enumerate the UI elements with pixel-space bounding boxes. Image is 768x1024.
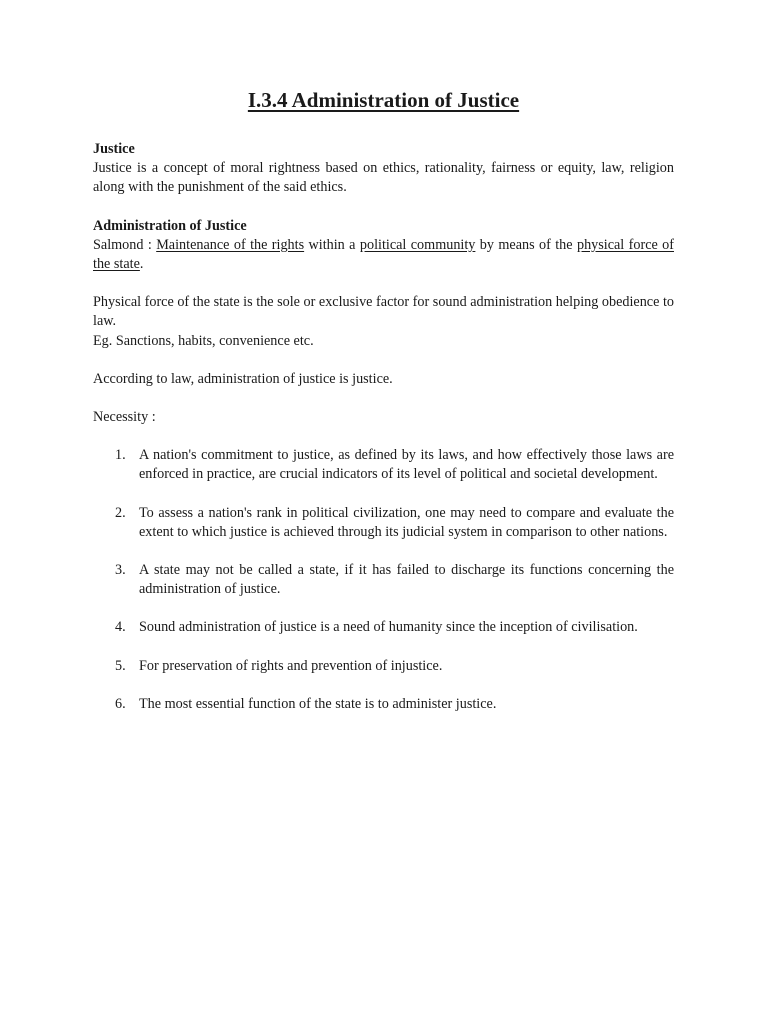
justice-section — [93, 140, 674, 198]
list-item — [93, 504, 674, 542]
list-item — [93, 446, 674, 484]
list-item-number: 2. — [115, 504, 126, 521]
salmond-term-community: political community — [359, 236, 476, 253]
list-item-text: The most essential function of the state is to administer justice. — [139, 695, 497, 712]
list-item-text: To assess a nation's rank in political civilization, one may need to compare and evaluate the extent to which justice is achieved through its judicial system in comparison to other nations. — [139, 504, 674, 540]
physical-force-text: Physical force of the state is the sole or exclusive factor for sound administration helping obedience to law. — [93, 294, 674, 330]
list-item-number: 4. — [115, 619, 126, 636]
salmond-end: . — [139, 256, 144, 273]
justice-body: Justice is a concept of moral rightness based on ethics, rationality, fairness or equity, law, religion along with the punishment of the said ethics. — [93, 160, 674, 196]
salmond-mid-2: by means of the — [475, 236, 577, 253]
list-item-number: 6. — [115, 695, 126, 712]
necessity-heading: Necessity : — [93, 409, 156, 426]
list-item-number: 3. — [115, 562, 126, 579]
according-text: According to law, administration of justice is justice. — [93, 370, 393, 387]
page-title-text: I.3.4 Administration of Justice — [247, 88, 520, 112]
list-item-text: For preservation of rights and prevention of injustice. — [139, 657, 443, 674]
salmond-term-rights: Maintenance of the rights — [156, 236, 305, 253]
salmond-prefix: Salmond : — [93, 236, 157, 253]
list-item-number: 1. — [115, 447, 126, 464]
list-item-text: Sound administration of justice is a need of humanity since the inception of civilisation. — [139, 619, 638, 636]
physical-force-section — [93, 293, 674, 351]
administration-heading: Administration of Justice — [93, 217, 247, 234]
list-item-text: A state may not be called a state, if it has failed to discharge its functions concerning the administration of justice. — [139, 562, 674, 598]
list-item — [93, 657, 674, 676]
administration-section — [93, 217, 674, 275]
salmond-mid-1: within a — [304, 236, 360, 253]
list-item — [93, 561, 674, 599]
list-item-number: 5. — [115, 657, 126, 674]
page-title — [93, 86, 674, 114]
physical-force-examples: Eg. Sanctions, habits, convenience etc. — [93, 332, 314, 349]
salmond-term-force: physical force of the state — [93, 236, 674, 273]
necessity-list — [93, 446, 674, 714]
list-item — [93, 618, 674, 637]
justice-heading: Justice — [93, 141, 135, 157]
document-page — [93, 86, 674, 733]
list-item — [93, 695, 674, 714]
list-item-text: A nation's commitment to justice, as defined by its laws, and how effectively those laws are enforced in practice, are crucial indicators of its level of political and societal development. — [139, 447, 674, 483]
